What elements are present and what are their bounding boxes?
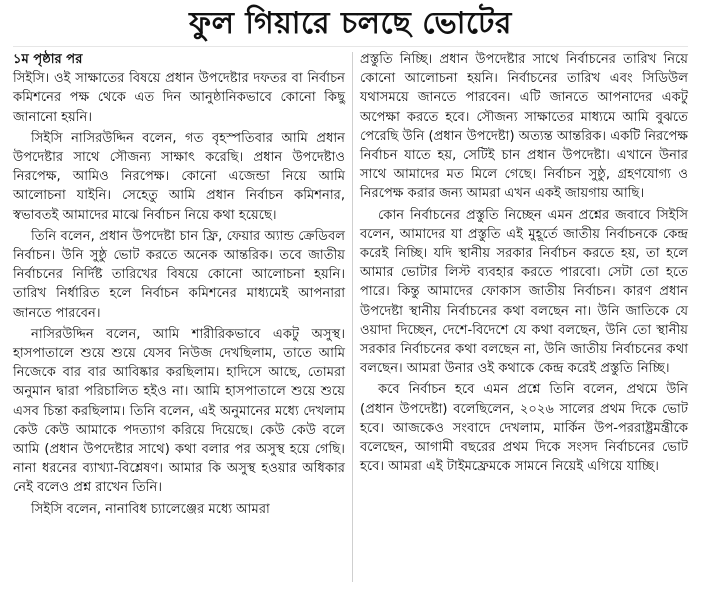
article-paragraph: সিইসি নাসিরউদ্দিন বলেন, গত বৃহস্পতিবার আমি প্রধান উপদেষ্টার সাথে সৌজন্য সাক্ষাৎ করেছি। প্রধান উপদেষ্টাও নিরপেক্ষ, আমিও নিরপেক্ষ। কোনো এজেন্ডা নিয়ে আমি আলোচনা যাইনি। সেহেতু আমি প্রধান নির্বাচন কমিশনার, স্বভাবতই আমাদের মাঝে নির্বাচন নিয়ে কথা হয়েছে। (13, 130, 345, 223)
right-column (360, 50, 688, 478)
paragraph-text: সিইসি। ওই সাক্ষাতের বিষয়ে প্রধান উপদেষ্টার দফতর বা নির্বাচন কমিশনের পক্ষ থেকে এত দিন আনুষ্ঠানিকভাবে কোনো কিছু জানানো হয়নি। (13, 71, 345, 125)
article-paragraph: কোন নির্বাচনের প্রস্তুতি নিচ্ছেন এমন প্রশ্নের জবাবে সিইসি বলেন, আমাদের যা প্রস্তুতি এই মুহূর্তে জাতীয় নির্বাচনকে কেন্দ্র করেই নিচ্ছি। যদি স্থানীয় সরকার নির্বাচন করতে হয়, তা হলে আমার ভোটার লিস্ট ব্যবহার করতে পারবো। সেটা তো হতে পারে। কিন্তু আমাদের ফোকাস জাতীয় নির্বাচন। কারণ প্রধান উপদেষ্টা স্থানীয় নির্বাচনের কথা বলছেন না। উনি জাতিকে যে ওয়াদা দিচ্ছেন, দেশে-বিদেশে যে কথা বলছেন, উনি তো স্থানীয় সরকার নির্বাচনের কথা বলছেন না, উনি জাতীয় নির্বাচনের কথা বলছেন। আমরা উনার ওই কথাকে কেন্দ্র করেই প্রস্তুতি নিচ্ছি। (360, 207, 688, 377)
left-column (13, 50, 345, 521)
column-divider (352, 52, 353, 582)
article-paragraph: কবে নির্বাচন হবে এমন প্রশ্নে তিনি বলেন, প্রথমে উনি (প্রধান উপদেষ্টা) বলেছিলেন, ২০২৬ সালের প্রথম দিকে ভোট হবে। আজকেও সংবাদে দেখলাম, মার্কিন উপ-পররাষ্ট্রমন্ত্রীকে বলেছেন, আগামী বছরের প্রথম দিকে সংসদ নির্বাচনের ভোট হবে। আমরা এই টাইমফ্রেমকে সামনে নিয়েই এগিয়ে যাচ্ছি। (360, 382, 688, 475)
article-paragraph: তিনি বলেন, প্রধান উপদেষ্টা চান ফ্রি, ফেয়ার অ্যান্ড ক্রেডিবল নির্বাচন। উনি সুষ্ঠু ভোট করতে অনেক আন্তরিক। তবে জাতীয় নির্বাচনের নির্দিষ্ট তারিখের বিষয়ে কোনো আলোচনা হয়নি। তারিখ নির্ধারিত হলে নির্বাচন কমিশনের মাধ্যমেই আপনারা জানতে পারবেন। (13, 228, 345, 321)
article-paragraph: প্রস্তুতি নিচ্ছি। প্রধান উপদেষ্টার সাথে নির্বাচনের তারিখ নিয়ে কোনো আলোচনা হয়নি। নির্বাচনের তারিখ এবং সিডিউল যথাসময়ে জানতে পারবেন। এটি জানতে আপনাদের একটু অপেক্ষা করতে হবে। সৌজন্য সাক্ষাতের মাধ্যমে আমি বুঝতে পেরেছি উনি (প্রধান উপদেষ্টা) অত্যন্ত আন্তরিক। একটি নিরপেক্ষ নির্বাচন যাতে হয়, সেটিই চান প্রধান উপদেষ্টা। এখানে উনার সাথে আমাদের মত মিলে গেছে। নির্বাচন সুষ্ঠু, গ্রহণযোগ্য ও নিরপেক্ষ করার জন্য আমরা এখন একই জায়গায় আছি। (360, 52, 688, 202)
article-paragraph: সিইসি বলেন, নানাবিধ চ্যালেঞ্জের মধ্যে আমরা (31, 501, 270, 517)
top-rule (13, 46, 688, 47)
continued-from-label: ১ম পৃষ্ঠার পর (13, 52, 83, 67)
article-paragraph: নাসিরউদ্দিন বলেন, আমি শারীরিকভাবে একটু অসুস্থ। হাসপাতালে শুয়ে শুয়ে যেসব নিউজ দেখছিলাম, তাতে আমি নিজেকে বার বার আবিষ্কার করছিলাম। হাদিসে আছে, তোমরা অনুমান দ্বারা পরিচালিত হইও না। আমি হাসপাতালে শুয়ে শুয়ে এসব চিন্তা করছিলাম। তিনি বলেন, এই অনুমানের মধ্যে দেখলাম কেউ কেউ আমাকে পদত্যাগ করিয়ে দিয়েছে। কেউ কেউ বলে আমি (প্রধান উপদেষ্টার সাথে) কথা বলার পর অসুস্থ হয়ে গেছি। নানা ধরনের ব্যাখ্যা-বিশ্লেষণ। আমার কি অসুস্থ হওয়ার অধিকার নেই বলেও প্রশ্ন রাখেন তিনি। (13, 326, 345, 496)
headline: ফুল গিয়ারে চলছে ভোটের (189, 6, 512, 41)
article-paragraph (13, 50, 345, 127)
